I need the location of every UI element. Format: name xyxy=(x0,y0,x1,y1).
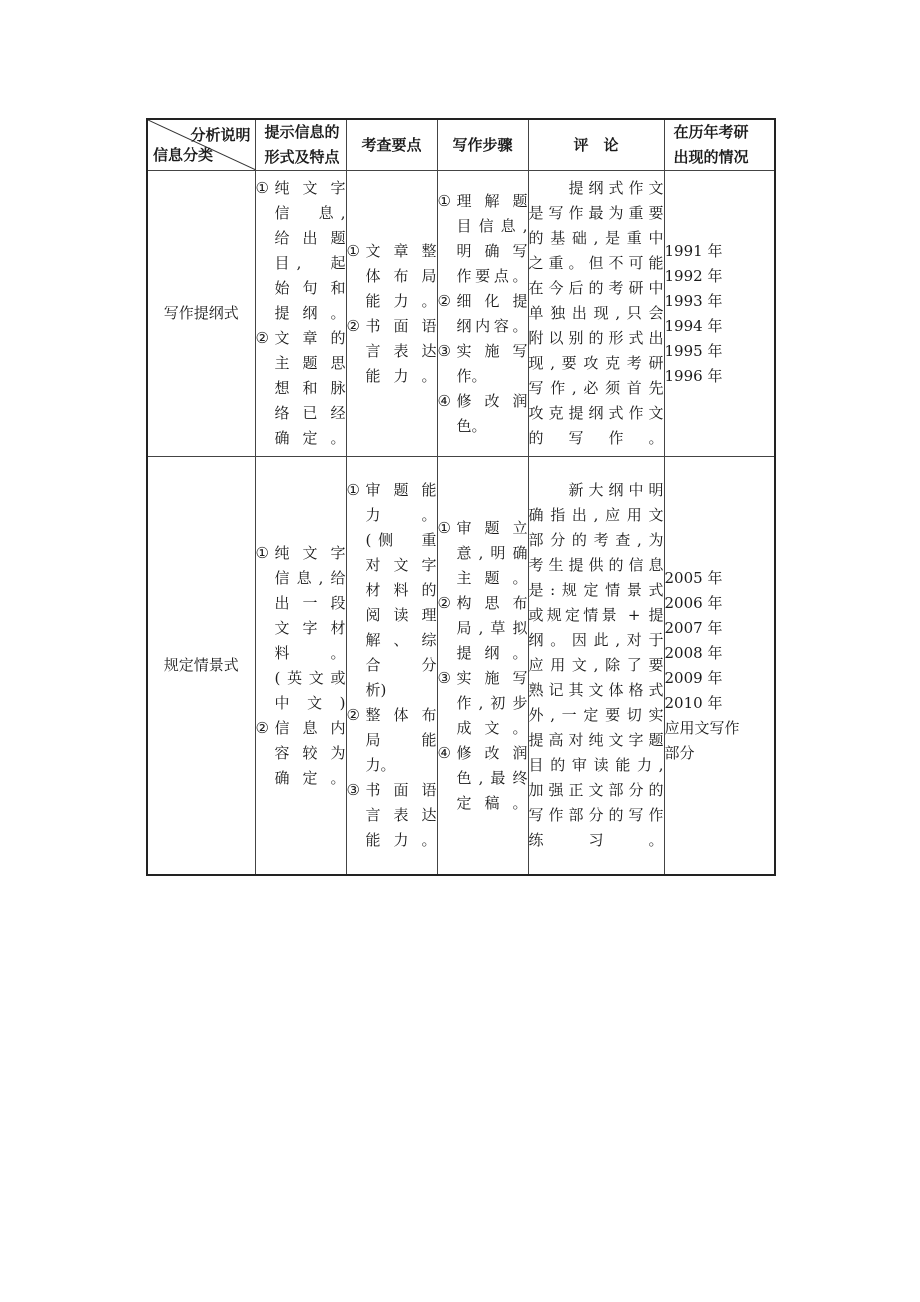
header-row xyxy=(147,119,775,171)
comment-line: 的基础,是重中 xyxy=(528,229,664,247)
item-text: 审题立 xyxy=(456,518,528,537)
item-text: 书面语 xyxy=(365,316,437,335)
header-history-line: 在历年考研 xyxy=(673,123,749,141)
comment-line: 现,要攻克考研 xyxy=(528,354,664,372)
numbered-line xyxy=(347,728,437,753)
comment-line: 考生提供的信息 xyxy=(528,556,664,574)
numbered-line xyxy=(347,653,437,678)
numbered-line xyxy=(347,753,437,778)
item-number: ③ xyxy=(437,668,451,687)
history-year: 2009 年 xyxy=(664,668,723,687)
numbered-line xyxy=(438,389,528,414)
item-number xyxy=(256,201,275,226)
item-text: 整体布 xyxy=(365,706,437,724)
item-text: 实施写 xyxy=(456,668,528,687)
history-year: 2006 年 xyxy=(664,593,723,612)
numbered-line xyxy=(438,691,528,716)
numbered-line xyxy=(256,766,346,791)
item-text: 色,最终 xyxy=(456,768,528,787)
item-text: 构思布 xyxy=(456,593,528,612)
item-number xyxy=(347,264,366,289)
item-number xyxy=(256,401,275,426)
numbered-line xyxy=(347,828,437,853)
corner-header-cell xyxy=(147,119,255,171)
numbered-line xyxy=(438,766,528,791)
item-number xyxy=(256,741,275,766)
item-text: 能力。 xyxy=(365,831,437,849)
form-cell xyxy=(255,457,346,876)
item-number xyxy=(438,239,457,264)
numbered-line xyxy=(256,691,346,716)
header-form xyxy=(255,119,346,171)
item-text: 信 息, xyxy=(274,204,346,222)
numbered-line xyxy=(438,741,528,766)
item-text: 体布局 xyxy=(365,266,437,285)
item-number xyxy=(347,628,366,653)
type-cell: 规定情景式 xyxy=(147,457,255,876)
item-text: 纲内容。 xyxy=(456,316,528,335)
item-number xyxy=(256,301,275,326)
numbered-line xyxy=(347,339,437,364)
item-number xyxy=(438,314,457,339)
item-number: ④ xyxy=(437,743,451,762)
item-number xyxy=(438,414,457,439)
item-text: 确定。 xyxy=(274,429,346,447)
item-number xyxy=(438,791,457,816)
item-text: 容较为 xyxy=(274,743,346,762)
item-text: 修改润 xyxy=(456,391,528,410)
item-text: (侧 重 xyxy=(365,531,437,549)
item-number xyxy=(438,641,457,666)
item-text: 局,草拟 xyxy=(456,618,528,637)
comment-line: 是写作最为重要 xyxy=(528,204,664,222)
item-number xyxy=(347,678,366,703)
item-number xyxy=(347,653,366,678)
item-text: 提纲。 xyxy=(456,643,528,662)
item-number xyxy=(347,339,366,364)
item-number xyxy=(438,691,457,716)
numbered-line xyxy=(256,566,346,591)
item-text: 成文。 xyxy=(456,718,528,737)
item-number xyxy=(256,641,275,666)
item-number xyxy=(347,753,366,778)
item-number: ① xyxy=(346,481,360,499)
item-number xyxy=(347,364,366,389)
item-text: 审题能 xyxy=(365,481,437,499)
header-history xyxy=(664,119,775,171)
numbered-line xyxy=(438,264,528,289)
numbered-line xyxy=(438,289,528,314)
comment-line: 确指出,应用文 xyxy=(528,506,664,524)
numbered-line xyxy=(347,578,437,603)
item-number: ② xyxy=(346,706,360,724)
numbered-line xyxy=(438,641,528,666)
history-year: 2008 年 xyxy=(664,643,723,662)
item-number xyxy=(438,566,457,591)
item-text: 言表达 xyxy=(365,341,437,360)
comment-cell xyxy=(528,171,664,457)
item-text: 目, 起 xyxy=(274,254,346,272)
numbered-line xyxy=(438,716,528,741)
item-number xyxy=(256,691,275,716)
item-number xyxy=(256,351,275,376)
comment-line: 附以别的形式出 xyxy=(528,329,664,347)
corner-top-label: 分析说明 xyxy=(190,126,251,144)
numbered-line xyxy=(438,364,528,389)
comment-line: 在今后的考研中 xyxy=(528,279,664,297)
item-text: 定稿。 xyxy=(456,793,528,812)
item-number xyxy=(347,578,366,603)
numbered-line xyxy=(347,239,437,264)
numbered-line xyxy=(438,189,528,214)
comment-line: 新大纲中明 xyxy=(528,481,664,499)
item-number xyxy=(438,364,457,389)
item-text: (英文或 xyxy=(274,668,346,687)
item-number xyxy=(256,376,275,401)
numbered-line xyxy=(256,591,346,616)
numbered-line xyxy=(347,503,437,528)
item-text: 文章的 xyxy=(274,329,346,347)
numbered-line xyxy=(438,566,528,591)
numbered-line xyxy=(256,176,346,201)
numbered-line xyxy=(256,666,346,691)
item-number xyxy=(256,591,275,616)
item-number xyxy=(256,766,275,791)
item-text: 确定。 xyxy=(274,768,346,787)
item-number: ② xyxy=(437,593,451,612)
header-points: 考查要点 xyxy=(346,119,437,171)
numbered-line xyxy=(256,301,346,326)
item-text: 始句和 xyxy=(274,279,346,297)
numbered-line xyxy=(438,791,528,816)
history-year: 2005 年 xyxy=(664,568,723,587)
history-year: 1992 年 xyxy=(664,266,723,285)
numbered-line xyxy=(256,201,346,226)
item-number xyxy=(347,728,366,753)
item-number xyxy=(438,541,457,566)
comment-line: 单独出现,只会 xyxy=(528,304,664,322)
comment-line: 提高对纯文字题 xyxy=(528,731,664,749)
item-number: ① xyxy=(255,179,269,197)
numbered-line xyxy=(256,541,346,566)
history-year: 1994 年 xyxy=(664,316,723,335)
item-text: 纯文字 xyxy=(274,179,346,197)
points-cell xyxy=(346,457,437,876)
comment-cell xyxy=(528,457,664,876)
numbered-line xyxy=(438,591,528,616)
numbered-line xyxy=(256,741,346,766)
item-number: ① xyxy=(346,241,360,260)
item-text: 提纲。 xyxy=(274,304,346,322)
item-number: ③ xyxy=(346,781,360,799)
form-cell xyxy=(255,171,346,457)
comment-line: 熟记其文体格式 xyxy=(528,681,664,699)
numbered-line xyxy=(438,339,528,364)
item-text: 出一段 xyxy=(274,593,346,612)
numbered-line xyxy=(256,351,346,376)
item-text: 文章整 xyxy=(365,241,437,260)
history-year: 1991 年 xyxy=(664,241,723,260)
item-text: 力。 xyxy=(365,506,437,524)
item-number xyxy=(438,616,457,641)
numbered-line xyxy=(438,239,528,264)
numbered-line xyxy=(347,364,437,389)
item-number xyxy=(347,803,366,828)
points-cell xyxy=(346,171,437,457)
numbered-line xyxy=(347,264,437,289)
numbered-line xyxy=(256,616,346,641)
header-history-line: 出现的情况 xyxy=(673,148,749,166)
item-number xyxy=(347,553,366,578)
item-text: 主题。 xyxy=(456,568,528,587)
item-text: 作。 xyxy=(456,366,487,385)
numbered-line xyxy=(438,541,528,566)
item-text: 材料的 xyxy=(365,581,437,599)
item-text: 色。 xyxy=(456,416,487,435)
item-text: 能力。 xyxy=(365,366,437,385)
numbered-line xyxy=(347,528,437,553)
comment-line: 提纲式作文 xyxy=(528,179,664,197)
corner-bottom-label: 信息分类 xyxy=(153,146,214,164)
comment-line: 目的审读能力, xyxy=(528,756,664,774)
steps-cell xyxy=(437,171,528,457)
numbered-line xyxy=(347,478,437,503)
item-number xyxy=(438,214,457,239)
item-text: 意,明确 xyxy=(456,543,528,562)
item-text: 想和脉 xyxy=(274,379,346,397)
numbered-line xyxy=(256,641,346,666)
numbered-line xyxy=(438,314,528,339)
item-text: 给出题 xyxy=(274,229,346,247)
comment-line: 或规定情景 + 提 xyxy=(528,606,664,624)
item-text: 细化提 xyxy=(456,291,528,310)
item-text: 解、综 xyxy=(365,631,437,649)
numbered-line xyxy=(256,401,346,426)
numbered-line xyxy=(347,778,437,803)
comment-line: 写作,必须首先 xyxy=(528,379,664,397)
item-text: 中文) xyxy=(274,693,346,712)
item-text: 书面语 xyxy=(365,781,437,799)
history-year: 1995 年 xyxy=(664,341,723,360)
comment-line: 外,一定要切实 xyxy=(528,706,664,724)
item-number: ① xyxy=(437,518,451,537)
item-number: ③ xyxy=(437,341,451,360)
history-year: 1996 年 xyxy=(664,366,723,385)
item-text: 合 分 xyxy=(365,656,437,674)
comment-line: 攻克提纲式作文 xyxy=(528,404,664,422)
comment-line: 写作部分的写作 xyxy=(528,806,664,824)
item-number: ② xyxy=(255,718,269,737)
item-number: ① xyxy=(437,191,451,210)
steps-cell xyxy=(437,457,528,876)
history-year: 1993 年 xyxy=(664,291,723,310)
item-text: 析) xyxy=(365,681,387,699)
numbered-line xyxy=(256,276,346,301)
item-text: 明确写 xyxy=(456,241,528,260)
numbered-line xyxy=(438,516,528,541)
item-text: 理解题 xyxy=(456,191,528,210)
numbered-line xyxy=(438,616,528,641)
history-year: 部分 xyxy=(664,743,695,762)
item-text: 络已经 xyxy=(274,404,346,422)
comment-line: 之重。但不可能 xyxy=(528,254,664,272)
item-number xyxy=(256,666,275,691)
analysis-table xyxy=(146,118,776,876)
item-number xyxy=(438,766,457,791)
item-number: ② xyxy=(255,329,269,347)
numbered-line xyxy=(256,716,346,741)
numbered-line xyxy=(256,426,346,451)
header-form-line: 形式及特点 xyxy=(264,148,340,166)
item-number xyxy=(256,566,275,591)
item-text: 信息内 xyxy=(274,718,346,737)
header-comment: 评 论 xyxy=(528,119,664,171)
item-text: 信息,给 xyxy=(274,568,346,587)
item-text: 目信息, xyxy=(456,216,528,235)
item-text: 能力。 xyxy=(365,291,437,310)
numbered-line xyxy=(256,376,346,401)
item-number: ② xyxy=(346,316,360,335)
item-text: 修改润 xyxy=(456,743,528,762)
numbered-line xyxy=(256,251,346,276)
item-text: 作要点。 xyxy=(456,266,528,285)
item-number: ② xyxy=(437,291,451,310)
comment-line: 的写作。 xyxy=(528,429,664,447)
item-number xyxy=(347,503,366,528)
item-number xyxy=(347,289,366,314)
item-number xyxy=(438,264,457,289)
item-text: 局 能 xyxy=(365,731,437,749)
item-text: 作,初步 xyxy=(456,693,528,712)
item-number xyxy=(347,528,366,553)
item-number xyxy=(256,426,275,451)
item-number xyxy=(347,828,366,853)
type-cell: 写作提纲式 xyxy=(147,171,255,457)
comment-line: 加强正文部分的 xyxy=(528,781,664,799)
item-number xyxy=(256,276,275,301)
numbered-line xyxy=(347,314,437,339)
table-row xyxy=(147,457,775,876)
item-number: ① xyxy=(255,543,269,562)
item-number xyxy=(438,716,457,741)
item-text: 主题思 xyxy=(274,354,346,372)
table-row xyxy=(147,171,775,457)
item-text: 言表达 xyxy=(365,806,437,824)
numbered-line xyxy=(347,803,437,828)
item-text: 实施写 xyxy=(456,341,528,360)
history-cell xyxy=(664,457,775,876)
numbered-line xyxy=(438,666,528,691)
item-text: 力。 xyxy=(365,756,396,774)
numbered-line xyxy=(347,553,437,578)
item-text: 料。 xyxy=(274,643,346,662)
comment-line: 部分的考查,为 xyxy=(528,531,664,549)
numbered-line xyxy=(347,678,437,703)
history-cell xyxy=(664,171,775,457)
numbered-line xyxy=(347,628,437,653)
numbered-line xyxy=(438,214,528,239)
history-year: 应用文写作 xyxy=(664,718,740,737)
item-text: 阅读理 xyxy=(365,606,437,624)
history-year: 2007 年 xyxy=(664,618,723,637)
comment-line: 纲。因此,对于 xyxy=(528,631,664,649)
item-number xyxy=(256,251,275,276)
item-number xyxy=(347,603,366,628)
numbered-line xyxy=(438,414,528,439)
header-form-line: 提示信息的 xyxy=(264,123,340,141)
numbered-line xyxy=(256,226,346,251)
item-number xyxy=(256,226,275,251)
comment-line: 应用文,除了要 xyxy=(528,656,664,674)
history-year: 2010 年 xyxy=(664,693,723,712)
item-text: 文字材 xyxy=(274,618,346,637)
header-steps: 写作步骤 xyxy=(437,119,528,171)
item-text: 对文字 xyxy=(365,556,437,574)
item-number: ④ xyxy=(437,391,451,410)
comment-line: 练习。 xyxy=(528,831,664,849)
numbered-line xyxy=(347,289,437,314)
comment-line: 是:规定情景式 xyxy=(528,581,664,599)
item-number xyxy=(256,616,275,641)
numbered-line xyxy=(256,326,346,351)
numbered-line xyxy=(347,603,437,628)
numbered-line xyxy=(347,703,437,728)
item-text: 纯文字 xyxy=(274,543,346,562)
